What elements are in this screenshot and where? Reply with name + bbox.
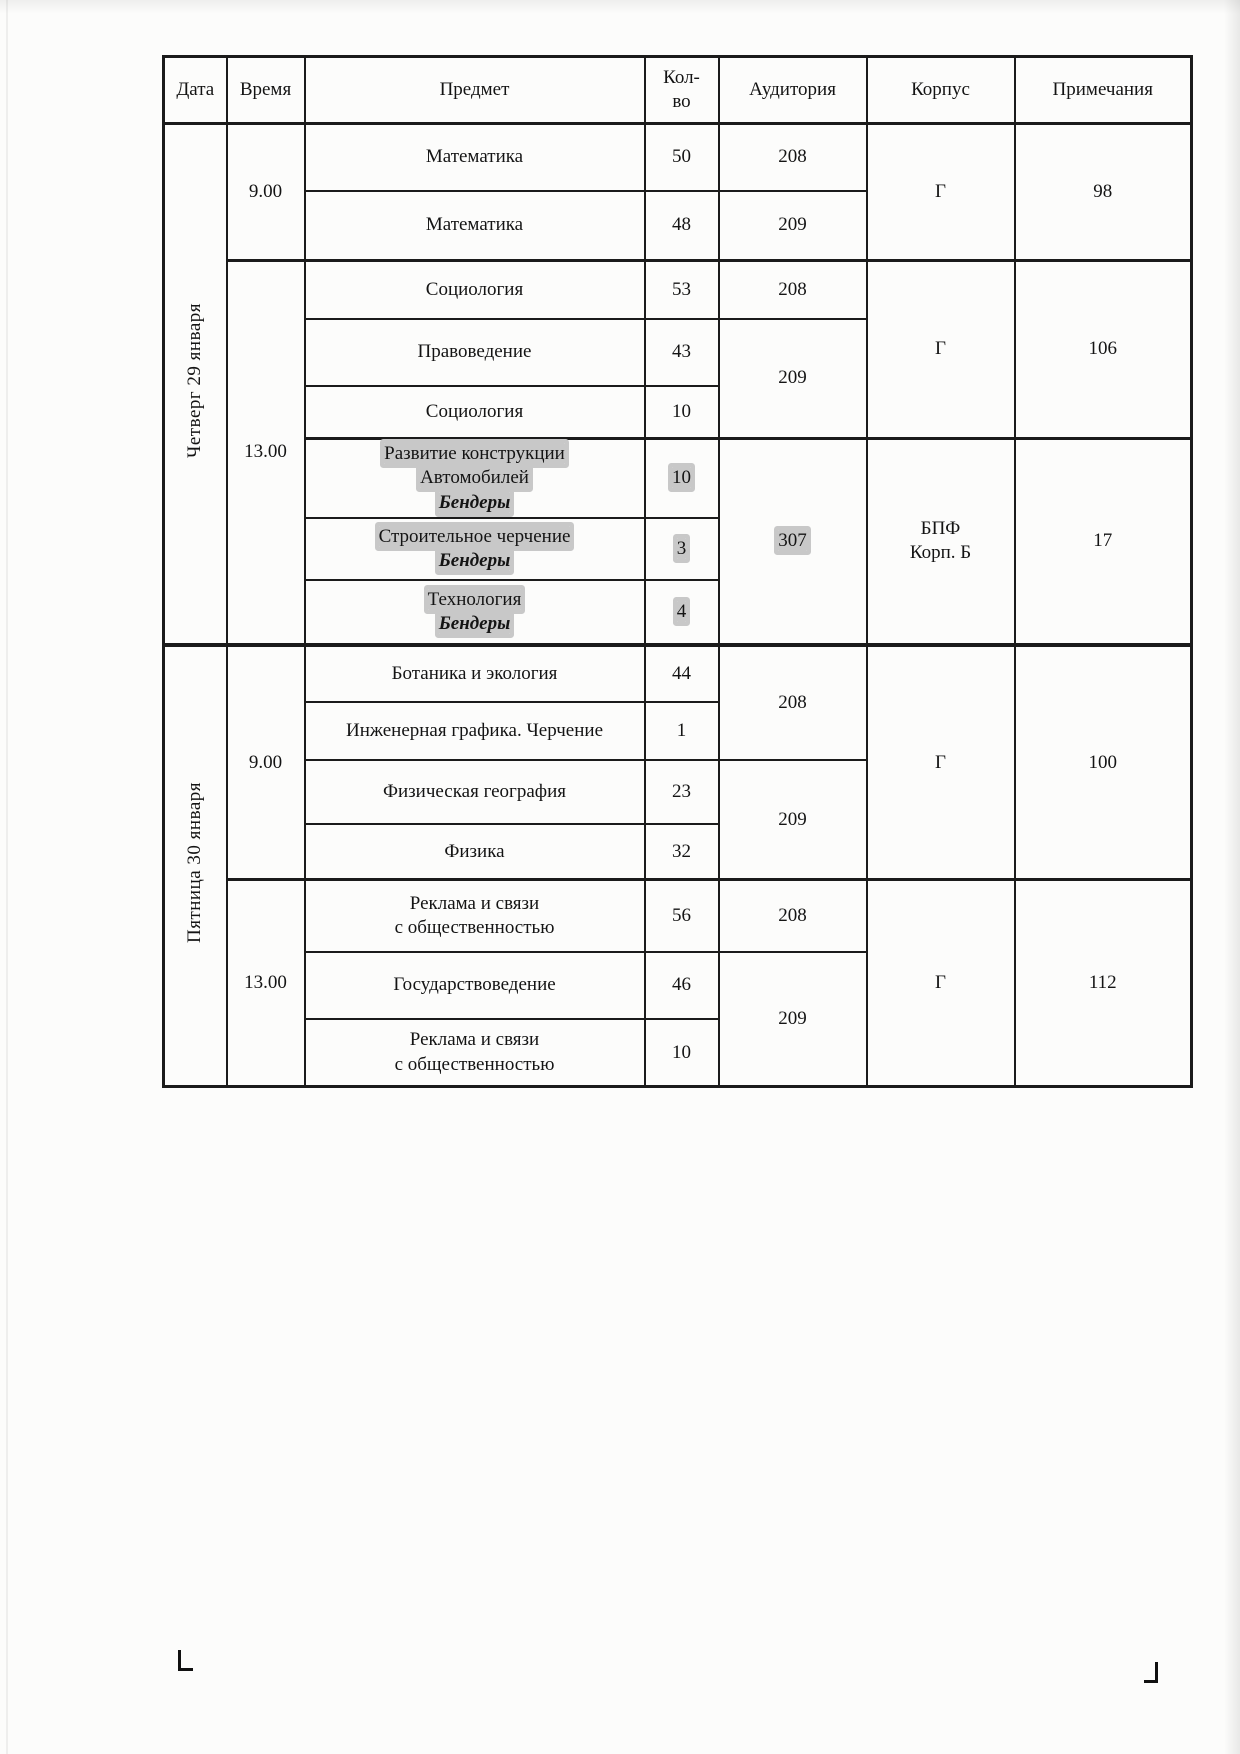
notes-cell [1015, 439, 1192, 645]
building-value: Г [935, 751, 946, 773]
time-label: 13.00 [244, 441, 287, 463]
subject-cell [305, 760, 645, 824]
room-cell [719, 760, 867, 880]
table-row [164, 439, 1192, 518]
subject-cell [305, 191, 645, 261]
notes-cell [1015, 645, 1192, 880]
subject-cell [305, 645, 645, 702]
time-label: 13.00 [244, 972, 287, 994]
building-line: БПФ [920, 518, 961, 540]
notes-cell [1015, 880, 1192, 1087]
room-value: 208 [778, 146, 807, 168]
subject-line: с общественностью [394, 917, 555, 939]
crop-mark-bottom-left [178, 1650, 193, 1671]
subject-line: Физика [444, 840, 505, 862]
count-cell [645, 191, 719, 261]
time-label: 9.00 [248, 180, 283, 202]
subject-cell [305, 261, 645, 319]
room-cell [719, 439, 867, 645]
subject-line: Государствоведение [393, 974, 556, 996]
exam-schedule-table [162, 55, 1193, 1088]
notes-value: 17 [1093, 530, 1113, 552]
room-value: 209 [778, 808, 807, 830]
building-cell [867, 124, 1015, 261]
building-value: Г [935, 180, 946, 202]
count-value: 10 [672, 400, 691, 422]
count-cell [645, 386, 719, 439]
notes-cell [1015, 124, 1192, 261]
col-header-count [645, 57, 719, 124]
subject-line: Математика [425, 146, 524, 168]
city-label: Бендеры [438, 612, 511, 634]
table-row [164, 261, 1192, 319]
table-row [164, 124, 1192, 191]
col-header-date [164, 57, 227, 124]
notes-value: 98 [1093, 180, 1113, 202]
subject-cell [305, 580, 645, 645]
scan-artifact-right-edge [1224, 0, 1240, 1754]
col-header-room-label: Аудитория [749, 78, 836, 100]
building-value: Г [935, 338, 946, 360]
count-cell [645, 1019, 719, 1087]
city-label: Бендеры [438, 491, 511, 513]
count-cell [645, 580, 719, 645]
count-cell [645, 319, 719, 386]
col-header-building [867, 57, 1015, 124]
subject-cell [305, 124, 645, 191]
subject-line: Правоведение [417, 340, 532, 362]
time-cell [227, 880, 305, 1087]
count-cell [645, 261, 719, 319]
crop-mark-bottom-right [1144, 1662, 1158, 1683]
subject-cell [305, 952, 645, 1019]
subject-cell [305, 386, 645, 439]
count-value: 10 [672, 467, 691, 489]
header-row [164, 57, 1192, 124]
col-header-time-label: Время [239, 78, 292, 100]
subject-line: Инженерная графика. Черчение [345, 719, 604, 741]
scan-artifact-left-edge [6, 0, 8, 1754]
notes-value: 112 [1088, 972, 1117, 994]
col-header-room [719, 57, 867, 124]
count-cell [645, 880, 719, 952]
building-value: Г [935, 972, 946, 994]
count-cell [645, 952, 719, 1019]
time-cell [227, 645, 305, 880]
building-cell [867, 645, 1015, 880]
room-value: 209 [778, 1008, 807, 1030]
subject-line: Социология [425, 400, 524, 422]
time-cell [227, 124, 305, 261]
subject-cell [305, 702, 645, 760]
subject-line: Строительное черчение [378, 525, 571, 547]
room-value: 307 [778, 530, 807, 552]
time-label: 9.00 [248, 751, 283, 773]
count-value: 48 [672, 214, 691, 236]
room-value: 209 [778, 367, 807, 389]
scan-artifact-top [0, 0, 1240, 14]
notes-cell [1015, 261, 1192, 439]
count-cell [645, 702, 719, 760]
room-value: 208 [778, 905, 807, 927]
date-cell-friday [164, 645, 227, 1087]
subject-line: Социология [425, 278, 524, 300]
count-cell [645, 645, 719, 702]
subject-cell [305, 880, 645, 952]
subject-line: Технология [427, 588, 522, 610]
date-label: Пятница 30 января [184, 782, 206, 944]
count-value: 44 [672, 662, 691, 684]
count-value: 56 [672, 905, 691, 927]
count-value: 46 [672, 974, 691, 996]
col-header-count-line2: во [672, 91, 691, 112]
count-value: 53 [672, 278, 691, 300]
count-value: 10 [672, 1041, 691, 1063]
time-cell [227, 261, 305, 645]
subject-line: Реклама и связи [409, 1029, 540, 1051]
building-cell [867, 261, 1015, 439]
col-header-notes-label: Примечания [1052, 78, 1153, 100]
room-cell [719, 191, 867, 261]
date-label: Четверг 29 января [184, 302, 206, 458]
table-row [164, 645, 1192, 702]
room-cell [719, 261, 867, 319]
count-cell [645, 124, 719, 191]
room-value: 209 [778, 214, 807, 236]
subject-line: с общественностью [394, 1053, 555, 1075]
subject-cell [305, 1019, 645, 1087]
room-cell [719, 952, 867, 1087]
subject-line: Математика [425, 214, 524, 236]
count-value: 50 [672, 146, 691, 168]
building-cell [867, 439, 1015, 645]
subject-cell [305, 439, 645, 518]
col-header-building-label: Корпус [911, 78, 970, 100]
subject-line: Автомобилей [420, 467, 529, 489]
subject-cell [305, 319, 645, 386]
count-value: 43 [672, 340, 691, 362]
city-label: Бендеры [438, 549, 511, 571]
col-header-subject [305, 57, 645, 124]
building-line: Корп. Б [909, 542, 972, 564]
subject-cell [305, 518, 645, 580]
count-cell [645, 760, 719, 824]
col-header-subject-label: Предмет [439, 78, 510, 100]
subject-cell [305, 824, 645, 880]
subject-line: Физическая география [382, 780, 567, 802]
col-header-count-line1: Кол- [663, 66, 700, 88]
table-row [164, 880, 1192, 952]
count-cell [645, 439, 719, 518]
col-header-notes [1015, 57, 1192, 124]
subject-line: Реклама и связи [409, 892, 540, 914]
subject-line: Развитие конструкции [384, 443, 565, 464]
count-cell [645, 824, 719, 880]
notes-value: 106 [1088, 338, 1117, 360]
count-cell [645, 518, 719, 580]
col-header-time [227, 57, 305, 124]
room-cell [719, 124, 867, 191]
room-cell [719, 319, 867, 439]
count-value: 23 [672, 780, 691, 802]
count-value: 1 [676, 719, 687, 741]
room-value: 208 [778, 278, 807, 300]
count-value: 4 [676, 600, 687, 622]
room-cell [719, 880, 867, 952]
count-value: 3 [676, 537, 687, 559]
count-value: 32 [672, 840, 691, 862]
subject-line: Ботаника и экология [391, 662, 558, 684]
notes-value: 100 [1088, 751, 1117, 773]
room-value: 208 [778, 691, 807, 713]
date-cell-thursday [164, 124, 227, 645]
building-cell [867, 880, 1015, 1087]
col-header-date-label: Дата [176, 78, 215, 100]
room-cell [719, 645, 867, 760]
